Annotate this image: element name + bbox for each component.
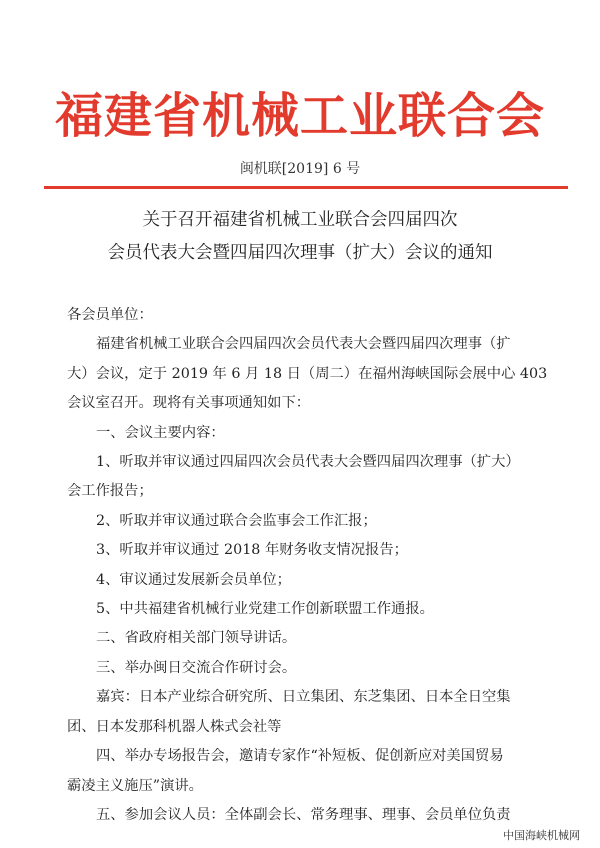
subject-line-1: 关于召开福建省机械工业联合会四届四次 (142, 210, 458, 230)
section-5: 五、参加会议人员：全体副会长、常务理事、理事、会员单位负责 (96, 806, 511, 823)
notice-body (67, 301, 548, 830)
section-1-title: 一、会议主要内容： (96, 424, 225, 441)
item-4: 4、审议通过发展新会员单位； (96, 571, 291, 588)
section-3: 三、举办闽日交流合作研讨会。 (96, 659, 297, 676)
intro-line-1: 福建省机械工业联合会四届四次会员代表大会暨四届四次理事（扩 (96, 336, 511, 353)
section-2: 二、省政府相关部门领导讲话。 (96, 630, 297, 647)
item-1-line-2: 会工作报告； (67, 483, 153, 500)
item-5: 5、中共福建省机械行业党建工作创新联盟工作通报。 (96, 601, 434, 618)
letterhead-red-rule (44, 186, 568, 189)
item-3: 3、听取并审议通过 2018 年财务收支情况报告； (96, 542, 408, 559)
document-number: 闽机联[2019] 6 号 (239, 161, 361, 177)
section-4-line-2: 霸凌主义施压”演讲。 (67, 777, 203, 794)
intro-line-2: 大）会议，定于 2019 年 6 月 18 日（周二）在福州海峡国际会展中心 403 (67, 365, 548, 382)
notice-subject (0, 204, 600, 270)
guests-line-2: 团、日本发那科机器人株式会社等 (67, 718, 282, 735)
subject-line-2: 会员代表大会暨四届四次理事（扩大）会议的通知 (107, 243, 493, 263)
salutation: 各会员单位： (67, 307, 153, 323)
item-1-line-1: 1、听取并审议通过四届四次会员代表大会暨四届四次理事（扩大） (96, 454, 520, 471)
section-4-line-1: 四、举办专场报告会，邀请专家作“补短板、促创新应对美国贸易 (96, 748, 504, 765)
intro-line-3: 会议室召开。现将有关事项通知如下： (67, 395, 311, 412)
guests-line-1: 嘉宾：日本产业综合研究所、日立集团、东芝集团、日本全日空集 (96, 689, 511, 706)
letterhead-title: 福建省机械工业联合会 (54, 88, 545, 144)
source-watermark: 中国海峡机械网 (503, 829, 580, 842)
item-2: 2、听取并审议通过联合会监事会工作汇报； (96, 512, 377, 529)
